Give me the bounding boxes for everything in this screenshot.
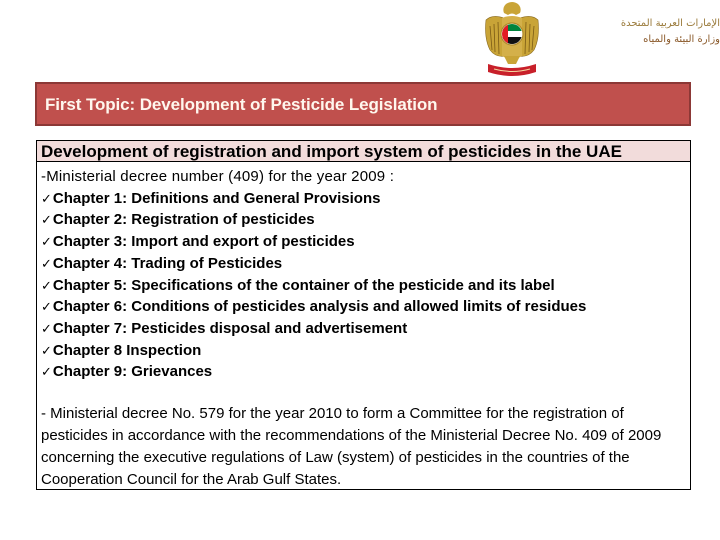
topic-banner bbox=[35, 82, 691, 126]
checkmark-icon: ✓ bbox=[41, 364, 52, 380]
box-header: Development of registration and import system of pesticides in the UAE bbox=[37, 141, 690, 162]
ministry-title-arabic: وزارة البيئة والمياه bbox=[643, 34, 720, 45]
chapter-item bbox=[41, 209, 690, 231]
chapter-item bbox=[41, 231, 690, 253]
checkmark-icon: ✓ bbox=[41, 255, 52, 271]
chapter-label: Chapter 6: Conditions of pesticides analysis and allowed limits of residues bbox=[52, 298, 587, 316]
chapter-label: Chapter 7: Pesticides disposal and advertisement bbox=[52, 319, 408, 337]
checkmark-icon: ✓ bbox=[41, 342, 52, 358]
chapter-item bbox=[41, 188, 690, 210]
checkmark-icon: ✓ bbox=[41, 299, 52, 315]
content-box bbox=[36, 140, 691, 490]
chapter-label: Chapter 4: Trading of Pesticides bbox=[52, 254, 283, 272]
chapter-label: Chapter 2: Registration of pesticides bbox=[52, 211, 315, 229]
uae-emblem-icon bbox=[482, 0, 542, 80]
chapter-item bbox=[41, 318, 690, 340]
chapter-label: Chapter 8 Inspection bbox=[52, 341, 202, 359]
box-body bbox=[37, 162, 690, 491]
chapter-label: Chapter 3: Import and export of pesticides bbox=[52, 233, 355, 251]
checkmark-icon: ✓ bbox=[41, 320, 52, 336]
checkmark-icon: ✓ bbox=[41, 234, 52, 250]
committee-decree-paragraph: - Ministerial decree No. 579 for the year 2010 to form a Committee for the registration of pesticides in accordance with the recommendations of the Ministerial Decree No. 409 of 2009 concerning the executive regulations of Law (system) of pesticides in the countries of the Cooperation Council for the Arab Gulf States. bbox=[41, 405, 662, 489]
decree-intro: -Ministerial decree number (409) for the year 2009 : bbox=[41, 168, 395, 185]
country-name-arabic: الإمارات العربية المتحدة bbox=[620, 18, 720, 29]
chapter-item bbox=[41, 340, 690, 362]
checkmark-icon: ✓ bbox=[41, 212, 52, 228]
ministry-name-arabic bbox=[550, 16, 720, 48]
checkmark-icon: ✓ bbox=[41, 190, 52, 206]
page-title: First Topic: Development of Pesticide Legislation bbox=[45, 95, 438, 114]
ministry-logo bbox=[480, 0, 720, 80]
chapter-label: Chapter 5: Specifications of the container of the pesticide and its label bbox=[52, 276, 555, 294]
checkmark-icon: ✓ bbox=[41, 277, 52, 293]
chapter-item bbox=[41, 296, 690, 318]
chapter-item bbox=[41, 361, 690, 383]
chapter-label: Chapter 1: Definitions and General Provisions bbox=[52, 189, 381, 207]
chapter-item bbox=[41, 275, 690, 297]
chapter-label: Chapter 9: Grievances bbox=[52, 363, 213, 381]
chapter-item bbox=[41, 253, 690, 275]
